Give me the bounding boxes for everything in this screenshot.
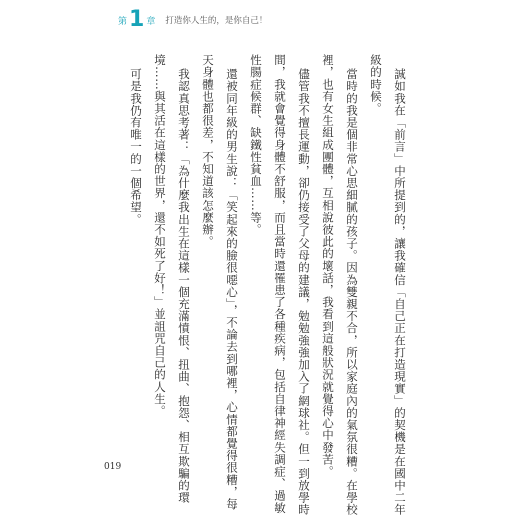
chapter-number: 1 — [129, 7, 145, 32]
chapter-prefix: 第 — [118, 16, 128, 27]
text-line: 間，我就會覺得身體不舒服，而且當時還罹患了各種疾病，包括自律神經失調症、過敏 — [273, 54, 287, 514]
text-line: 天身體也都很差，不知道該怎麼辦。 — [201, 54, 215, 248]
text-line: 可是我仍有唯一的一個希望。 — [129, 67, 143, 226]
text-line: 誠如我在「前言」中所提到的，讓我確信「自己正在打造現實」的契機是在國中二年 — [393, 67, 407, 516]
chapter-header — [118, 8, 267, 32]
text-line: 境……與其活在這樣的世界，還不如死了好！」並詛咒自己的人生。 — [153, 54, 167, 417]
chapter-suffix: 章 — [146, 16, 156, 27]
text-line: 級的時候。 — [369, 54, 383, 115]
text-line: 還被同年級的男生說：「笑起來的臉很噁心」，不論去到哪裡，心情都覺得很糟，每 — [225, 67, 239, 510]
text-line: 儘管我不擅長運動，卻仍接受了父母的建議，勉勉強強加入了網球社。但一到放學時 — [297, 67, 311, 516]
chapter-title: 打造你人生的，是你自己！ — [165, 16, 268, 26]
text-line: 當時的我是個非常心思細膩的孩子。因為雙親不合，所以家庭內的氣氛很糟。在學校 — [345, 67, 359, 516]
text-line: 性腸症候群、缺鐵性貧血……等。 — [249, 54, 263, 236]
text-line: 裡，也有女生組成團體，互相說彼此的壞話，我看到這般狀況就覺得心中發苦。 — [321, 54, 335, 478]
page-number: 019 — [104, 462, 122, 472]
text-line: 我認真思考著：「為什麼我出生在這樣一個充滿憤恨、扭曲、抱怨、相互欺騙的環 — [177, 67, 191, 504]
